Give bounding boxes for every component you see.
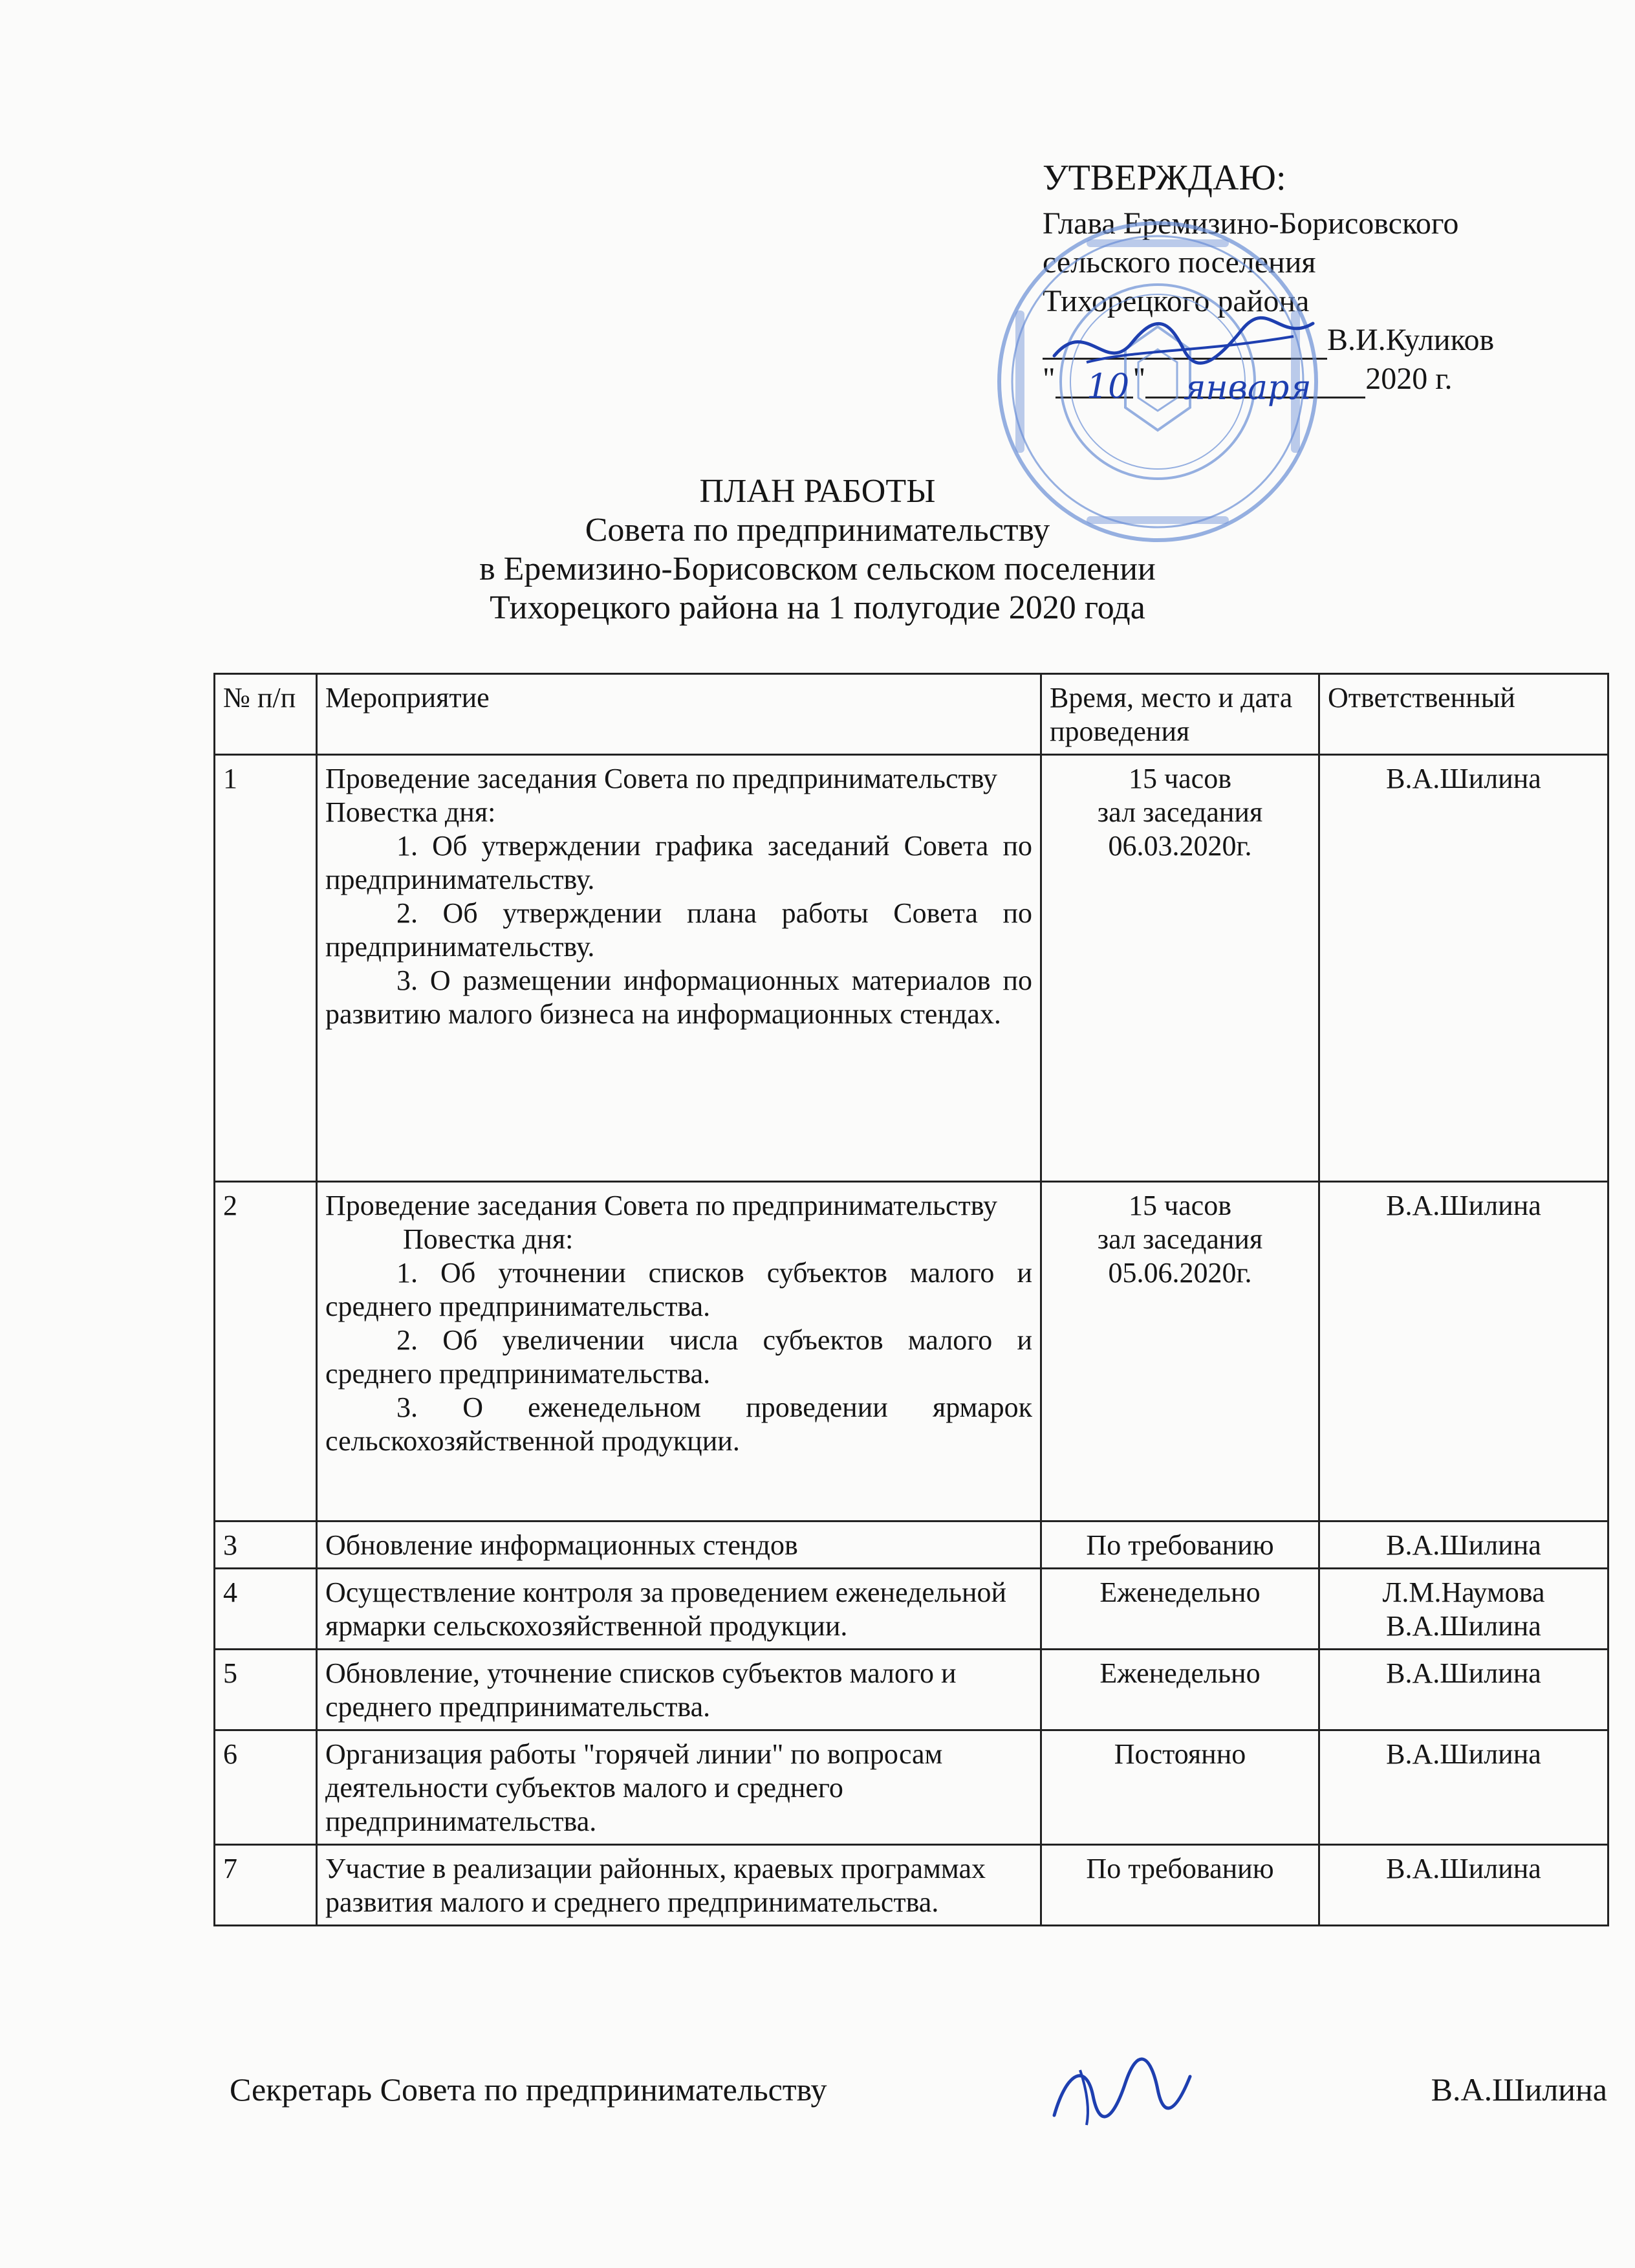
header-responsible: Ответственный — [1319, 674, 1608, 755]
row-responsible: В.А.Шилина — [1319, 755, 1608, 1182]
footer-name: В.А.Шилина — [1431, 2071, 1607, 2108]
approval-signer: В.И.Куликов — [1327, 323, 1495, 357]
approval-heading: УТВЕРЖДАЮ: — [1043, 158, 1286, 198]
row-num: 5 — [215, 1650, 317, 1730]
approval-line-3: Тихорецкого района — [1043, 284, 1310, 318]
title-line-1: ПЛАН РАБОТЫ — [699, 473, 936, 510]
table-header-row — [215, 674, 1608, 755]
table-row — [215, 1521, 1608, 1569]
table-row — [215, 755, 1608, 1182]
secretary-signature-icon — [1041, 2044, 1196, 2135]
table-row — [215, 1845, 1608, 1926]
header-time: Время, место и дата проведения — [1041, 674, 1319, 755]
row-responsible: В.А.Шилина — [1319, 1845, 1608, 1926]
row-activity: Проведение заседания Совета по предпринимательству Повестка дня: 1. Об уточнении списков субъектов малого и среднего предпринимательства. 2. Об увеличении числа субъектов малого и среднего предпринимательства. 3. О еженедельном проведении ярмарок сельскохозяйственной продукции. — [317, 1182, 1041, 1521]
approval-line-1: Глава Еремизино-Борисовского — [1043, 206, 1459, 241]
row-activity: Участие в реализации районных, краевых программах развития малого и среднего предпринимательства. — [317, 1845, 1041, 1926]
table-row — [215, 1569, 1608, 1650]
approval-date-line: " " 2020 г. — [1043, 360, 1599, 398]
approval-signature-line — [1043, 321, 1599, 360]
row-activity: Проведение заседания Совета по предпринимательству Повестка дня: 1. Об утверждении графика заседаний Совета по предпринимательству. 2. Об утверждении плана работы Совета по предпринимательству. 3. О размещении информационных материалов по развитию малого бизнеса на информационных стендах. — [317, 755, 1041, 1182]
approval-block — [1043, 155, 1599, 398]
approval-year: 2020 г. — [1365, 362, 1453, 396]
svg-text:января: января — [1184, 369, 1312, 408]
svg-text:10: 10 — [1087, 367, 1130, 406]
row-num: 1 — [215, 755, 317, 1182]
row-time: Еженедельно — [1041, 1569, 1319, 1650]
row-num: 6 — [215, 1730, 317, 1845]
approval-line-2: сельского поселения — [1043, 245, 1316, 279]
plan-table — [213, 673, 1609, 1926]
row-responsible: В.А.Шилина — [1319, 1182, 1608, 1521]
table-row — [215, 1730, 1608, 1845]
header-num: № п/п — [215, 674, 317, 755]
title-line-3: в Еремизино-Борисовском сельском поселении — [479, 551, 1156, 587]
row-time: Еженедельно — [1041, 1650, 1319, 1730]
footer-position: Секретарь Совета по предпринимательству — [230, 2071, 827, 2108]
title-line-4: Тихорецкого района на 1 полугодие 2020 года — [490, 589, 1145, 626]
row-time: 15 часов зал заседания 06.03.2020г. — [1041, 755, 1319, 1182]
row-responsible: В.А.Шилина — [1319, 1730, 1608, 1845]
row-time: 15 часов зал заседания 05.06.2020г. — [1041, 1182, 1319, 1521]
row-responsible: Л.М.Наумова В.А.Шилина — [1319, 1569, 1608, 1650]
row-num: 4 — [215, 1569, 317, 1650]
row-time: По требованию — [1041, 1521, 1319, 1569]
title-line-2: Совета по предпринимательству — [585, 512, 1050, 549]
row-responsible: В.А.Шилина — [1319, 1650, 1608, 1730]
table-row — [215, 1182, 1608, 1521]
row-activity: Осуществление контроля за проведением еженедельной ярмарки сельскохозяйственной продукции. — [317, 1569, 1041, 1650]
row-activity: Обновление, уточнение списков субъектов малого и среднего предпринимательства. — [317, 1650, 1041, 1730]
signature-underline — [1043, 327, 1327, 360]
row-num: 2 — [215, 1182, 317, 1521]
row-time: По требованию — [1041, 1845, 1319, 1926]
row-time: Постоянно — [1041, 1730, 1319, 1845]
row-responsible: В.А.Шилина — [1319, 1521, 1608, 1569]
row-activity: Организация работы "горячей линии" по вопросам деятельности субъектов малого и среднего предпринимательства. — [317, 1730, 1041, 1845]
table-row — [215, 1650, 1608, 1730]
row-num: 3 — [215, 1521, 317, 1569]
row-activity: Обновление информационных стендов — [317, 1521, 1041, 1569]
header-activity: Мероприятие — [317, 674, 1041, 755]
row-num: 7 — [215, 1845, 317, 1926]
document-title — [0, 472, 1635, 627]
